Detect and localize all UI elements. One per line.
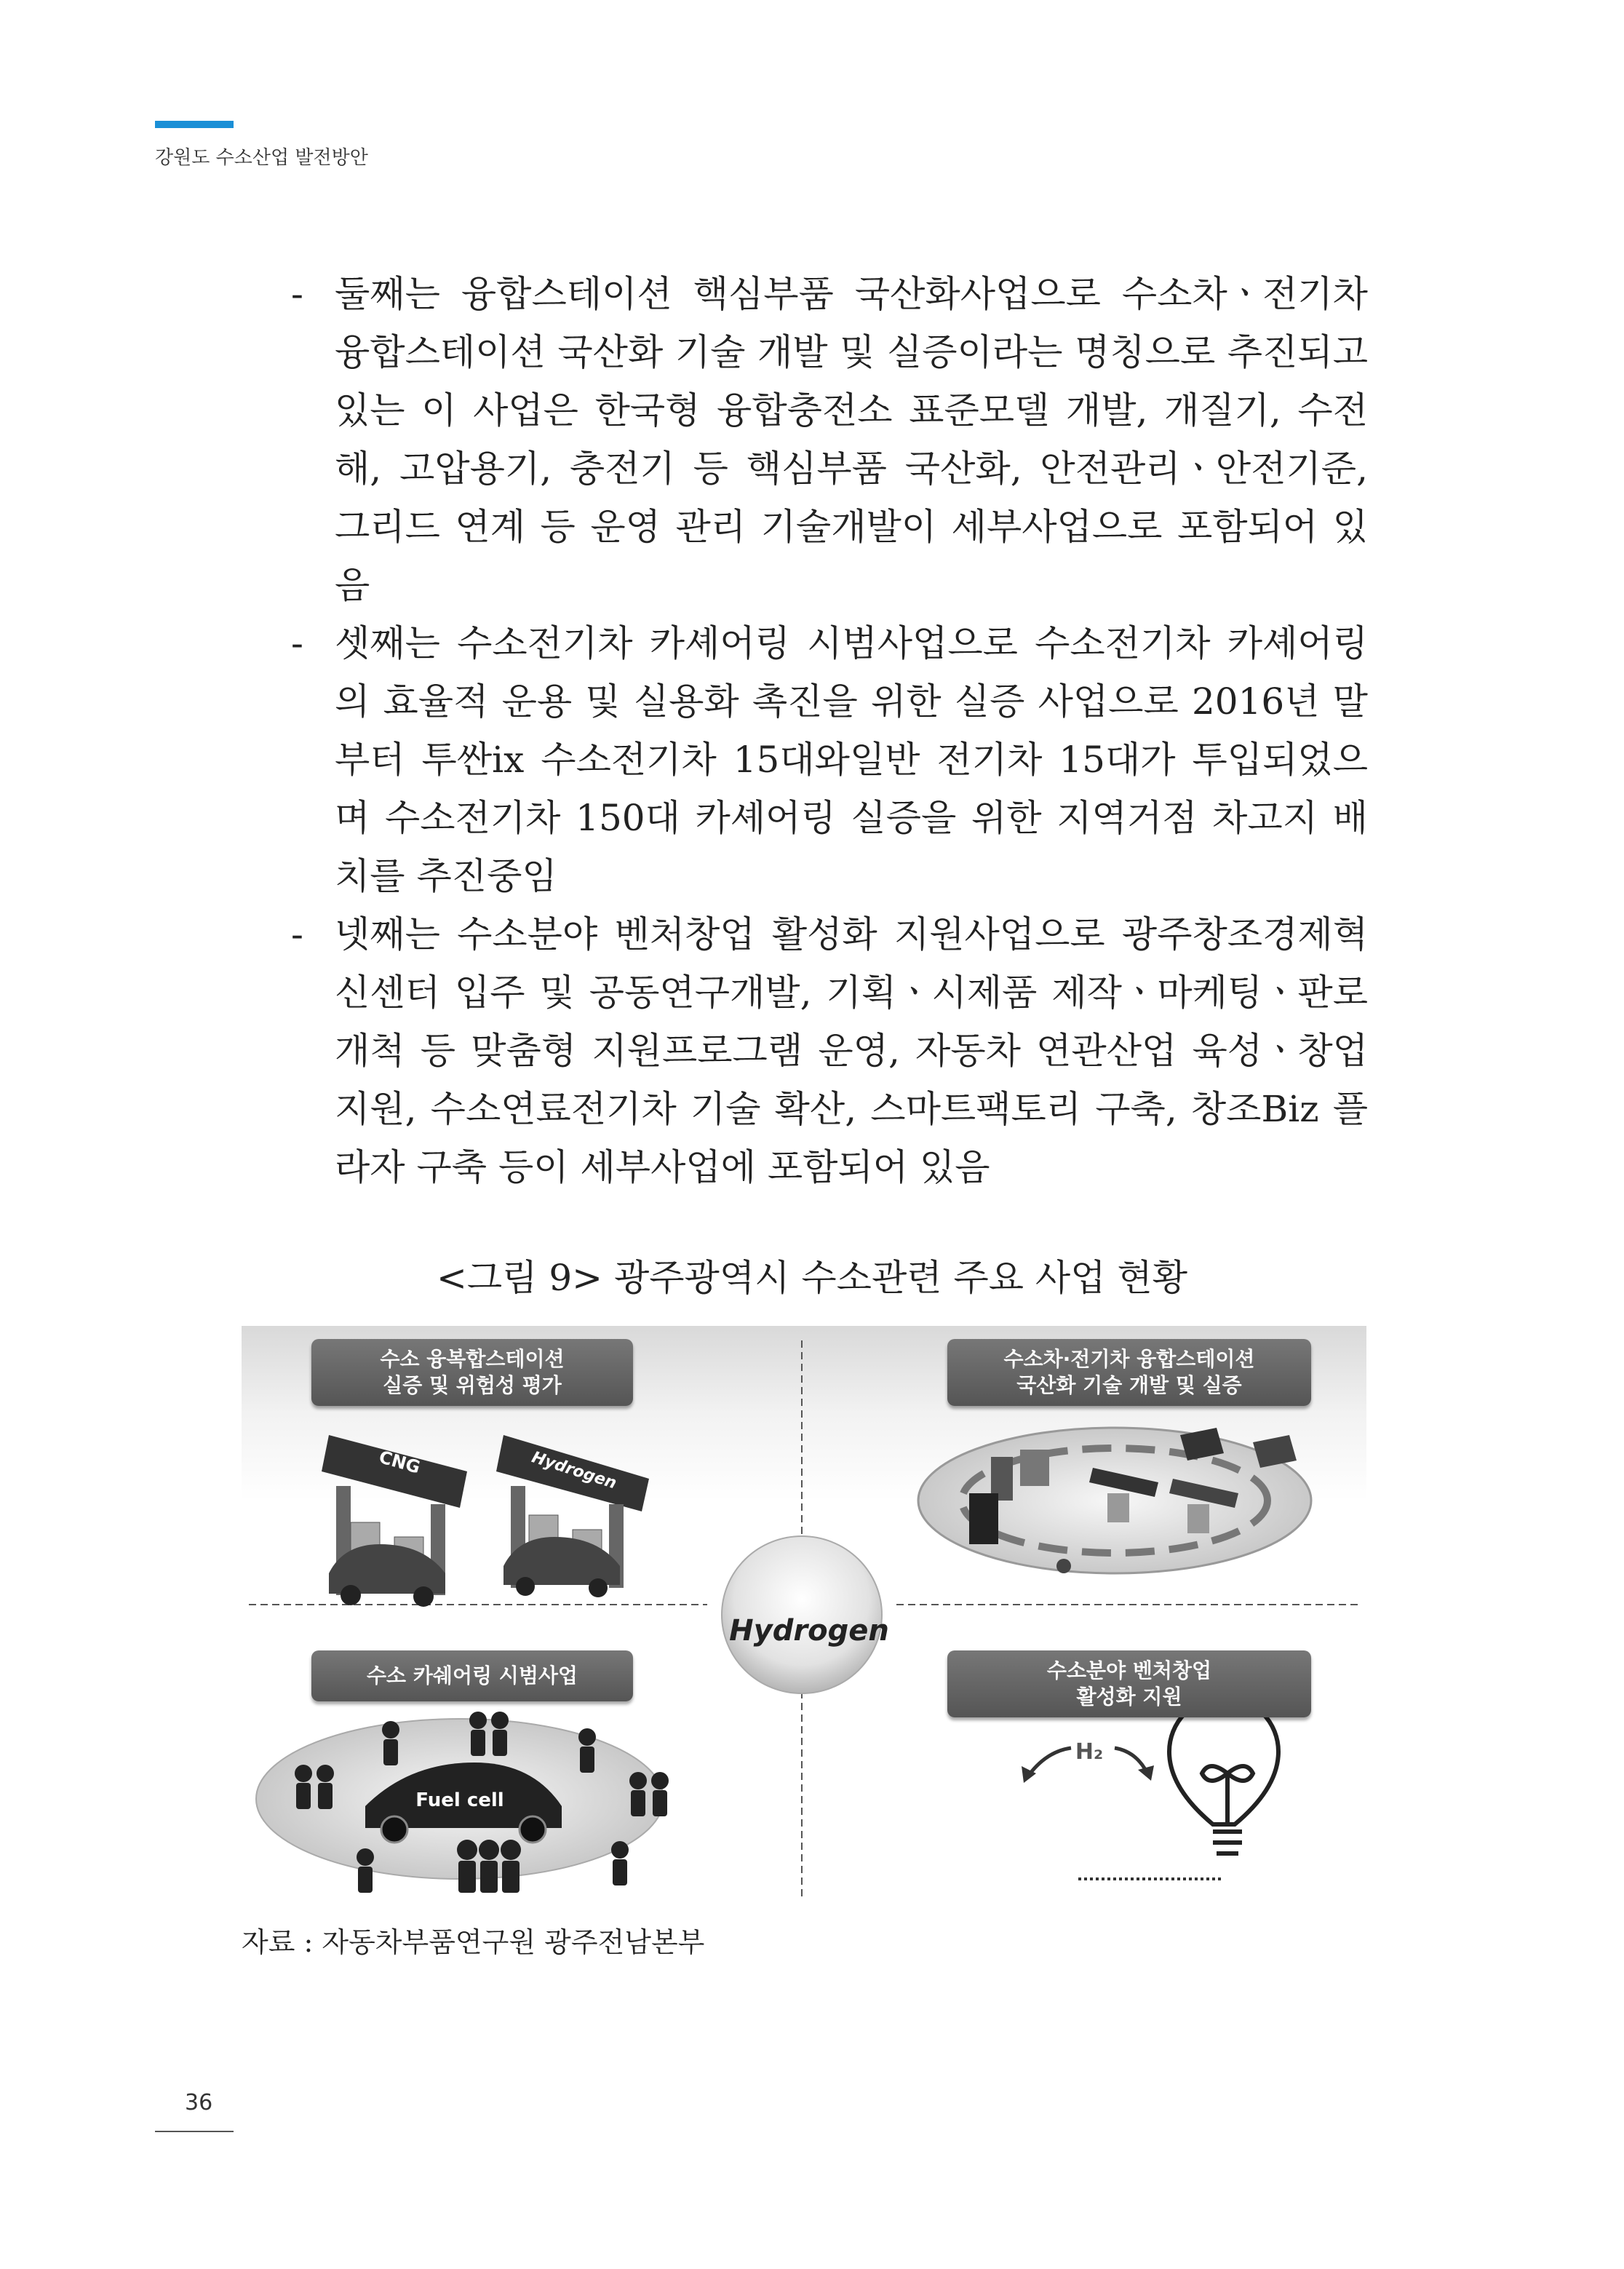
running-header: 강원도 수소산업 발전방안 — [155, 147, 368, 169]
center-hydrogen-label: Hydrogen — [729, 1614, 889, 1648]
h2-label: H₂ — [1075, 1739, 1104, 1765]
hydrogen-station-icon — [496, 1435, 649, 1597]
figure-illustration — [242, 1326, 1366, 1901]
bullet-dash: - — [291, 273, 303, 315]
label-line: 수소차·전기차 융합스테이션 — [1003, 1347, 1255, 1371]
header-accent-bar — [155, 121, 234, 128]
label-line: 활성화 지원 — [1076, 1685, 1182, 1709]
bullet-item — [291, 614, 1368, 905]
convergence-station-icon — [918, 1428, 1311, 1573]
quadrant-label-top-right — [947, 1339, 1311, 1406]
bullet-text: 셋째는 수소전기차 카셰어링 시범사업으로 수소전기차 카셰어링의 효율적 운용 및 실용화 촉진을 위한 실증 사업으로 2016년 말부터 투싼ix 수소전기차 15대와일반 전기차 15대가 투입되었으며 수소전기차 150대 카셰어링 실증을 위한 지역거점 차고지 배치를 추진중임 — [335, 622, 1368, 897]
bullet-text: 둘째는 융합스테이션 핵심부품 국산화사업으로 수소차ㆍ전기차 융합스테이션 국산화 기술 개발 및 실증이라는 명칭으로 추진되고 있는 이 사업은 한국형 융합충전소 표준모델 개발, 개질기, 수전해, 고압용기, 충전기 등 핵심부품 국산화, 안전관리ㆍ안전기준, 그리드 연계 등 운영 관리 기술개발이 세부사업으로 포함되어 있음 — [335, 273, 1368, 606]
body-text — [291, 265, 1368, 1196]
label-line: 수소 카쉐어링 시범사업 — [367, 1664, 578, 1688]
page-number: 36 — [185, 2090, 213, 2115]
quadrant-label-bottom-left — [311, 1650, 633, 1701]
label-line: 국산화 기술 개발 및 실증 — [1016, 1373, 1242, 1397]
quadrant-label-top-left — [311, 1339, 633, 1406]
bullet-item — [291, 265, 1368, 614]
fuel-cell-label: Fuel cell — [415, 1789, 504, 1811]
label-line: 수소 융복합스테이션 — [380, 1347, 565, 1371]
quadrant-label-bottom-right — [947, 1650, 1311, 1717]
bullet-item — [291, 905, 1368, 1196]
hydrogen-sign: Hydrogen — [529, 1448, 619, 1493]
cng-sign: CNG — [376, 1446, 423, 1478]
bullet-dash: - — [291, 622, 303, 664]
label-line: 실증 및 위험성 평가 — [383, 1373, 562, 1397]
hydrogen-projects-figure — [242, 1326, 1366, 1901]
bullet-text: 넷째는 수소분야 벤처창업 활성화 지원사업으로 광주창조경제혁신센터 입주 및 공동연구개발, 기획ㆍ시제품 제작ㆍ마케팅ㆍ판로개척 등 맞춤형 지원프로그램 운영, 자동차 연관산업 육성ㆍ창업지원, 수소연료전기차 기술 확산, 스마트팩토리 구축, 창조Biz 플라자 구축 등이 세부사업에 포함되어 있음 — [335, 913, 1368, 1188]
label-line: 수소분야 벤처창업 — [1046, 1658, 1212, 1682]
lightbulb-icon — [1169, 1697, 1278, 1853]
figure-caption: <그림 9> 광주광역시 수소관련 주요 사업 현황 — [436, 1257, 1188, 1299]
bullet-dash: - — [291, 913, 303, 955]
figure-source: 자료 : 자동차부품연구원 광주전남본부 — [242, 1926, 705, 1958]
footer-line — [155, 2131, 234, 2132]
